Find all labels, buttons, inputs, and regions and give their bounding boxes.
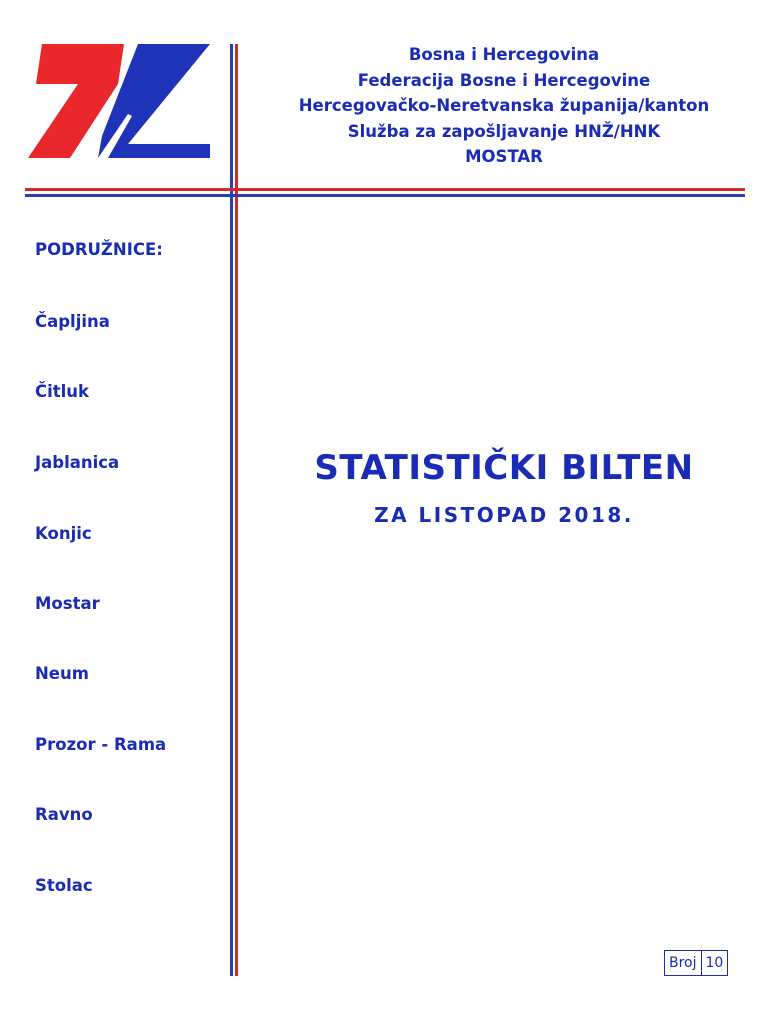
branch-item: Mostar xyxy=(35,594,100,613)
header-line-federation: Federacija Bosne i Hercegovine xyxy=(357,70,651,90)
branch-item: Stolac xyxy=(35,876,93,895)
vertical-divider-red xyxy=(235,44,238,976)
branch-item: Čitluk xyxy=(35,382,90,401)
header-line-service: Služba za zapošljavanje HNŽ/HNK xyxy=(347,121,661,141)
branch-item: Neum xyxy=(35,664,89,683)
issue-label: Broj xyxy=(664,950,702,976)
branch-item: Čapljina xyxy=(35,312,110,331)
horizontal-divider-blue xyxy=(25,194,745,197)
header-line-city: MOSTAR xyxy=(465,147,543,166)
header-line-canton: Hercegovačko-Neretvanska županija/kanton xyxy=(298,96,710,115)
issue-number-box xyxy=(664,950,728,976)
branch-item: Jablanica xyxy=(35,453,120,472)
branch-item: Prozor - Rama xyxy=(35,735,167,754)
document-title: STATISTIČKI BILTEN xyxy=(314,448,694,488)
sidebar-title: PODRUŽNICE: xyxy=(35,240,163,259)
vertical-divider-blue xyxy=(230,44,233,976)
issue-number: 10 xyxy=(702,950,729,976)
zl-logo-icon xyxy=(28,44,210,158)
horizontal-divider-red xyxy=(25,188,745,191)
header-block xyxy=(262,42,746,170)
branch-item: Konjic xyxy=(35,524,92,543)
branch-item: Ravno xyxy=(35,805,93,824)
document-subtitle: ZA LISTOPAD 2018. xyxy=(374,503,634,527)
header-line-country: Bosna i Hercegovina xyxy=(408,45,600,64)
